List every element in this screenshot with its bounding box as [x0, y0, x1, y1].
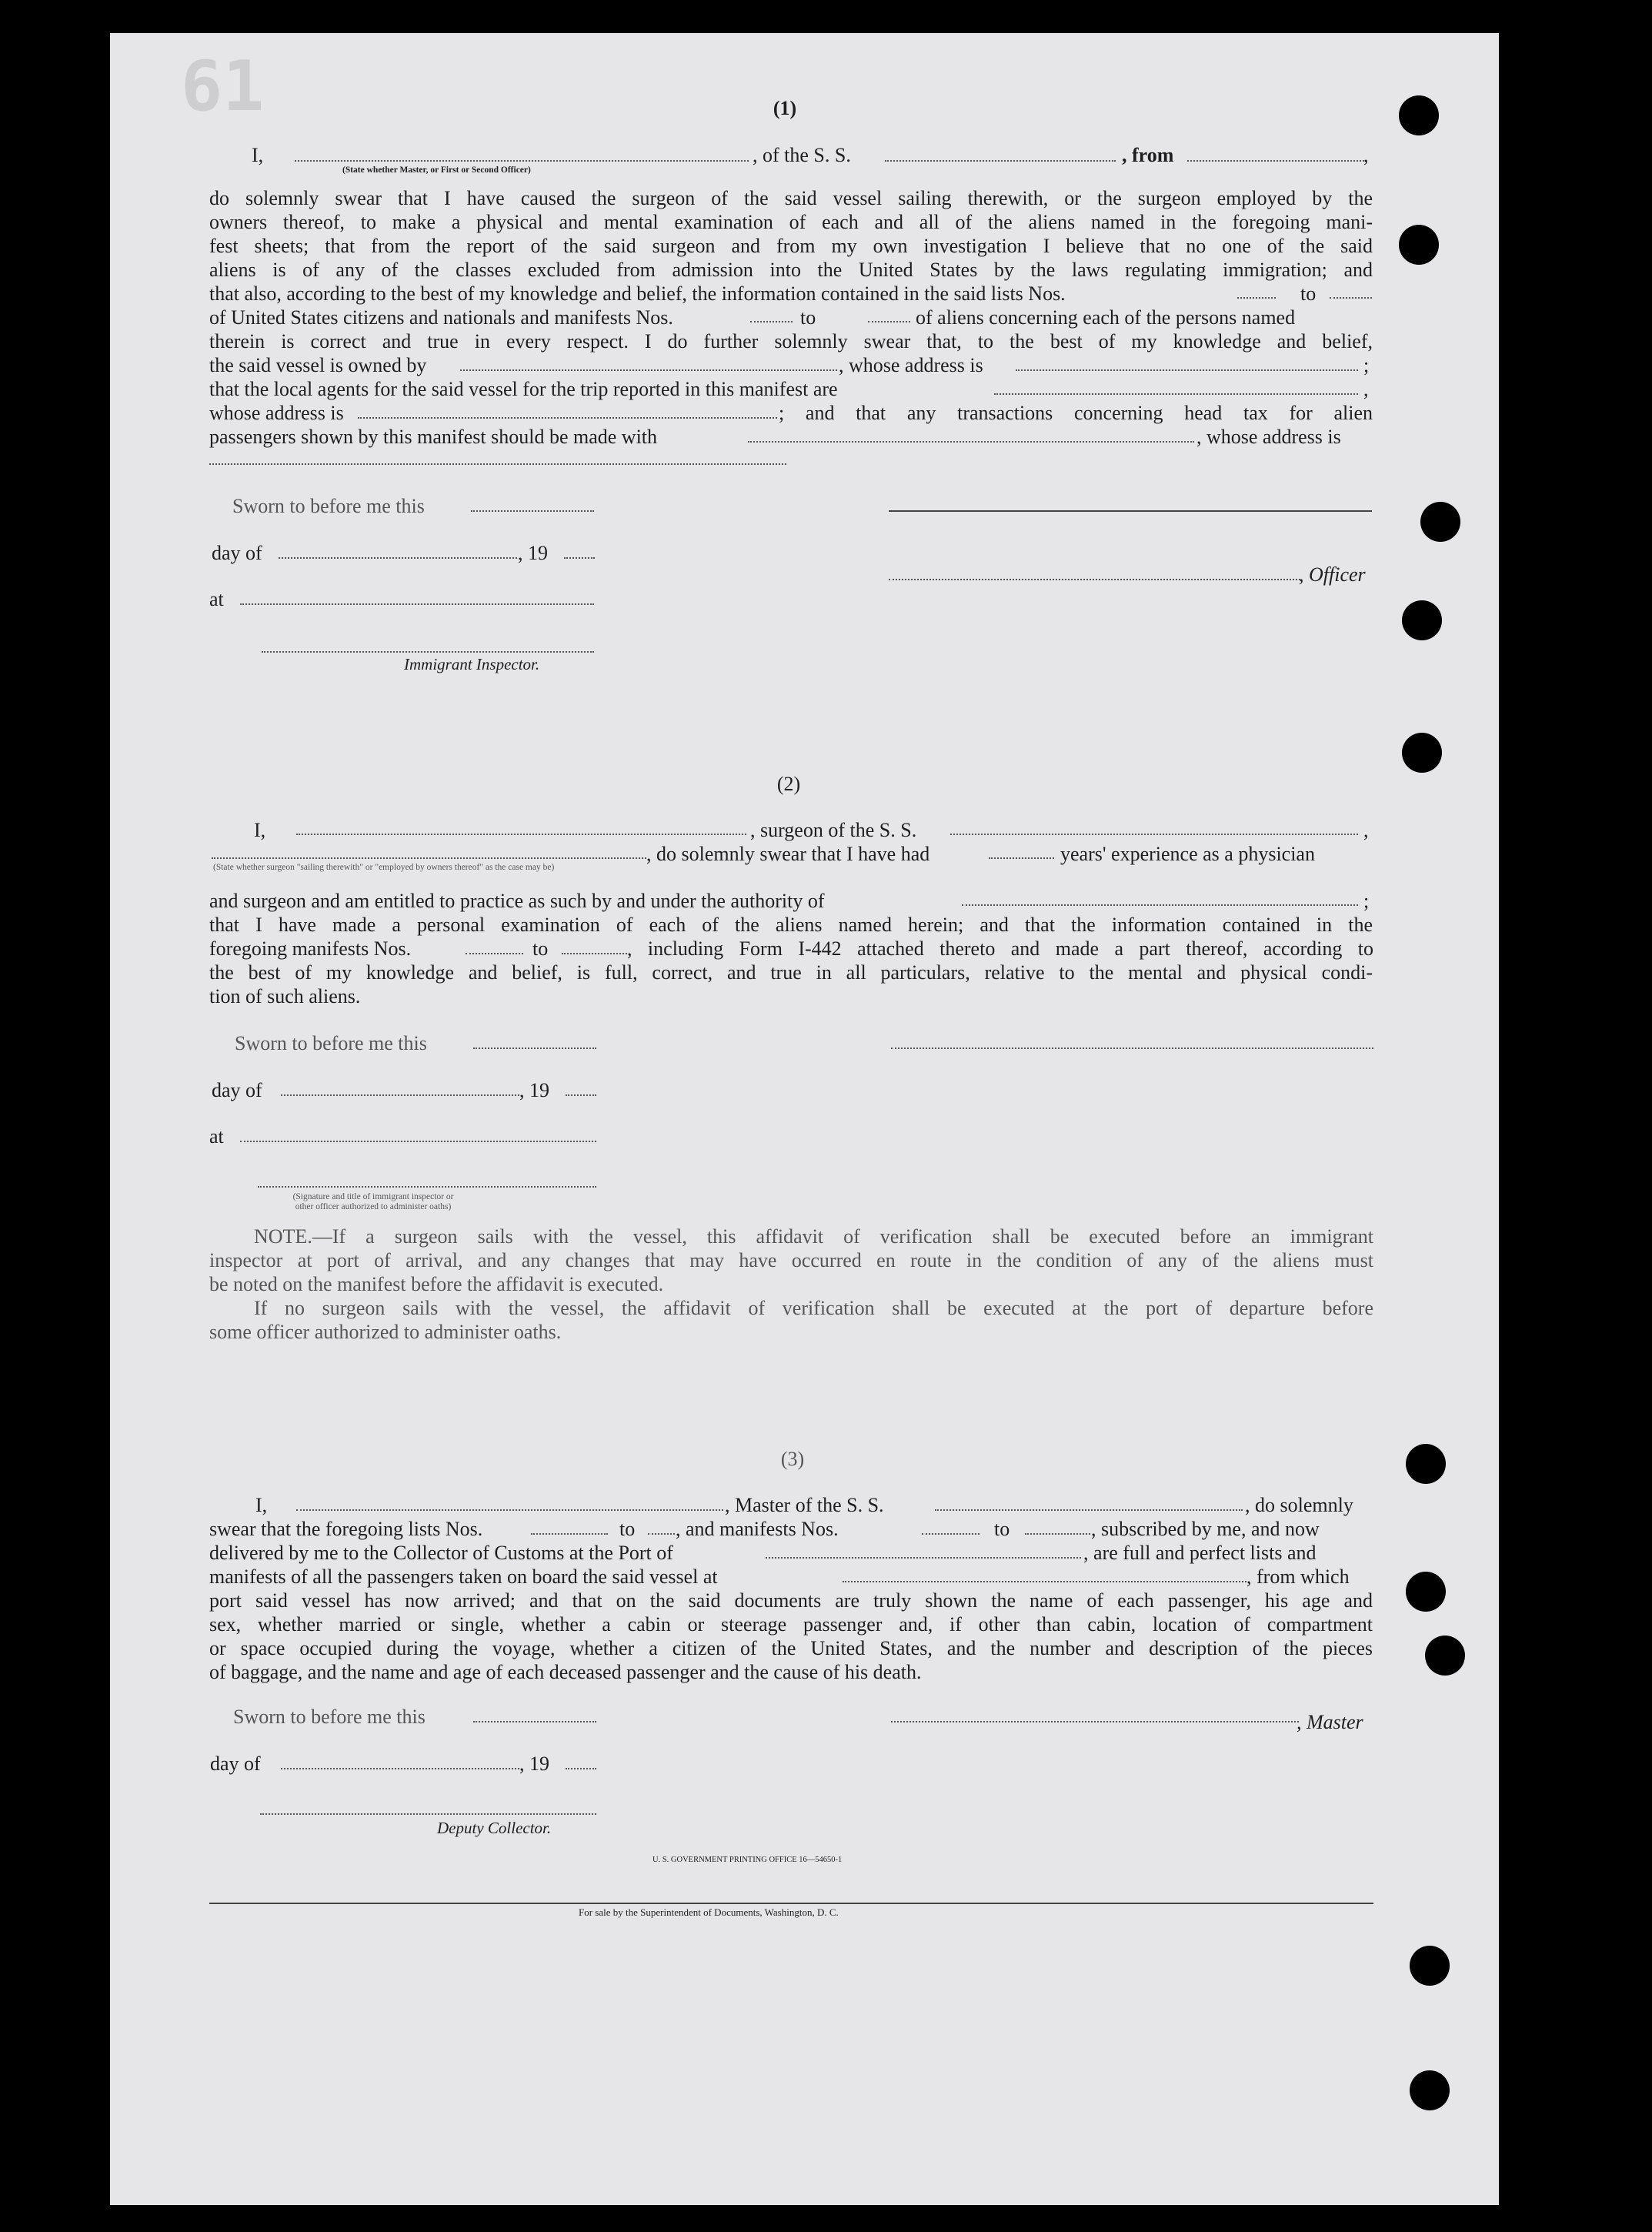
punch-hole — [1420, 502, 1460, 542]
years-field[interactable] — [989, 857, 1054, 859]
delivered-label: delivered by me to the Collector of Customs at the Port of — [209, 1542, 673, 1564]
i-label: I, — [254, 819, 266, 841]
section-3-heading: (3) — [780, 1448, 805, 1470]
manifests-to-field[interactable] — [1025, 1533, 1090, 1535]
master-of-ss-label: , Master of the S. S. — [725, 1494, 884, 1516]
punch-hole — [1410, 2070, 1450, 2110]
year-field[interactable] — [566, 1094, 596, 1096]
from-port-field[interactable] — [1187, 160, 1364, 162]
boarding-port-field[interactable] — [843, 1581, 1247, 1582]
of-ss-label: , of the S. S. — [753, 144, 851, 166]
foregoing-from-field[interactable] — [466, 953, 523, 954]
at-label: at — [209, 588, 224, 610]
sworn-label: Sworn to before me this — [233, 1706, 426, 1728]
to-label: to — [1300, 282, 1317, 305]
deputy-signature-line[interactable] — [260, 1813, 596, 1815]
punch-hole — [1410, 1946, 1450, 1986]
head-tax-contact-field[interactable] — [748, 441, 1194, 443]
bleed-through-mark: 61 — [181, 46, 265, 127]
officer-signature-line-1[interactable] — [889, 510, 1372, 512]
note-line: be noted on the manifest before the affidavit is executed. — [209, 1273, 664, 1295]
year-field[interactable] — [564, 557, 595, 559]
sworn-day-field[interactable] — [473, 1721, 596, 1722]
surgeon-name-field[interactable] — [296, 834, 746, 835]
oath-officer-signature-line[interactable] — [258, 1186, 596, 1188]
foregoing-label: foregoing manifests Nos. — [209, 937, 412, 960]
section-1-heading: (1) — [773, 97, 797, 119]
head-tax-address-field[interactable] — [209, 463, 786, 465]
section-3-line: or space occupied during the voyage, whether a citizen of the United States, and the number and description of the pieces — [209, 1637, 1373, 1659]
swear-label: swear that the foregoing lists Nos. — [209, 1518, 483, 1540]
master-signature-line[interactable] — [891, 1721, 1299, 1722]
punch-hole — [1406, 1444, 1446, 1484]
whose-address-label: , whose address is — [839, 354, 983, 376]
manifests-from-field[interactable] — [922, 1533, 980, 1535]
day-of-label: day of — [212, 1079, 262, 1101]
section-1-line: aliens is of any of the classes excluded from admission into the United States by the laws regulating immigration; and — [209, 259, 1373, 281]
section-1-line: of United States citizens and nationals and manifests Nos. — [209, 306, 673, 329]
note-line: NOTE.—If a surgeon sails with the vessel, this affidavit of verification shall be executed before an immigrant — [254, 1225, 1373, 1248]
from-label: , from — [1122, 144, 1174, 166]
years-label: years' experience as a physician — [1060, 843, 1315, 865]
master-name-field[interactable] — [296, 1509, 723, 1511]
manifests-all-label: manifests of all the passengers taken on board the said vessel at — [209, 1565, 718, 1588]
signature-hint: other officer authorized to administer oaths) — [295, 1202, 452, 1211]
surgeon-status-hint: (State whether surgeon "sailing therewith" or "employed by owners thereof" as the case may be) — [213, 863, 555, 872]
officer-signature-line-2[interactable] — [889, 579, 1300, 580]
printer-imprint: U. S. GOVERNMENT PRINTING OFFICE 16—54650-1 — [652, 1856, 843, 1864]
whose-address-end-label: , whose address is — [1196, 426, 1341, 448]
and-manifests-label: , and manifests Nos. — [676, 1518, 839, 1540]
passengers-label: passengers shown by this manifest should be made with — [209, 426, 658, 448]
aliens-concerning-text: of aliens concerning each of the persons named — [916, 306, 1296, 329]
section-3-line: sex, whether married or single, whether a cabin or steerage passenger and, if other than cabin, location of compartment — [209, 1613, 1373, 1636]
section-1-line: do solemnly swear that I have caused the surgeon of the said vessel sailing therewith, or the surgeon employed by the — [209, 187, 1373, 209]
citizen-lists-from-field[interactable] — [1237, 297, 1276, 299]
punch-hole — [1425, 1636, 1465, 1676]
surgeon-signature-line[interactable] — [891, 1048, 1373, 1049]
at-place-field[interactable] — [240, 603, 594, 605]
semicolon: ; — [1363, 890, 1370, 912]
comma: , — [1363, 378, 1369, 400]
surgeon-status-field[interactable] — [212, 857, 646, 859]
sworn-label: Sworn to before me this — [232, 495, 425, 517]
port-field[interactable] — [766, 1557, 1081, 1559]
section-1-line: that also, according to the best of my knowledge and belief, the information contained in the said lists Nos. — [209, 282, 1066, 305]
owner-field[interactable] — [460, 369, 837, 371]
year-label: , 19 — [519, 1753, 549, 1775]
day-of-label: day of — [210, 1753, 261, 1775]
to-label: to — [532, 937, 549, 960]
lists-from-field[interactable] — [531, 1533, 608, 1535]
note-line: some officer authorized to administer oaths. — [209, 1321, 562, 1343]
from-which-label: , from which — [1247, 1565, 1350, 1588]
master-label: , Master — [1297, 1711, 1363, 1733]
punch-hole — [1406, 1572, 1446, 1612]
to-label: to — [800, 306, 816, 329]
footer-rule — [209, 1903, 1373, 1904]
authority-field[interactable] — [962, 904, 1358, 906]
solemnly-label: , do solemnly swear that I have had — [646, 843, 930, 865]
i-label: I, — [255, 1494, 268, 1516]
manifests-to-field[interactable] — [868, 321, 910, 322]
section-1-line: owners thereof, to make a physical and mental examination of each and all of the aliens named in the foregoing mani- — [209, 211, 1373, 233]
authority-label: and surgeon and am entitled to practice as such by and under the authority of — [209, 890, 825, 912]
officer-rank-hint: (State whether Master, or First or Second Officer) — [342, 165, 531, 175]
to-label: to — [619, 1518, 636, 1540]
local-agents-field[interactable] — [994, 393, 1358, 395]
deputy-label: Deputy Collector. — [437, 1819, 552, 1837]
section-2-line: the best of my knowledge and belief, is full, correct, and true in all particulars, relative to the mental and physical condi- — [209, 961, 1373, 984]
agents-address-label: whose address is — [209, 402, 344, 424]
subscribed-label: , subscribed by me, and now — [1091, 1518, 1320, 1540]
surgeon-of-ss-label: , surgeon of the S. S. — [750, 819, 917, 841]
sworn-label: Sworn to before me this — [235, 1032, 427, 1054]
officer-name-field[interactable] — [295, 160, 749, 162]
section-2-heading: (2) — [776, 773, 801, 795]
section-1-line: therein is correct and true in every respect. I do further solemnly swear that, to the best of my knowledge and belief, — [209, 330, 1373, 353]
year-field[interactable] — [566, 1768, 596, 1769]
sale-notice: For sale by the Superintendent of Documents, Washington, D. C. — [579, 1906, 839, 1918]
section-2-line: tion of such aliens. — [209, 985, 361, 1007]
at-place-field[interactable] — [240, 1141, 596, 1142]
citizen-lists-to-field[interactable] — [1330, 297, 1372, 299]
month-field[interactable] — [279, 557, 517, 559]
note-line: If no surgeon sails with the vessel, the affidavit of verification shall be executed at the port of departure before — [254, 1297, 1373, 1319]
vessel-name-field[interactable] — [885, 160, 1116, 162]
year-label: , 19 — [518, 542, 548, 564]
sworn-day-field[interactable] — [473, 1048, 596, 1049]
foregoing-to-field[interactable] — [562, 953, 627, 954]
do-solemnly-label: , do solemnly — [1245, 1494, 1353, 1516]
punch-hole — [1402, 600, 1442, 640]
local-agents-label: that the local agents for the said vessel for the trip reported in this manifest are — [209, 378, 838, 400]
head-tax-text: ; and that any transactions concerning head tax for alien — [779, 402, 1373, 424]
agents-address-field[interactable] — [358, 417, 777, 419]
sworn-day-field[interactable] — [471, 510, 594, 512]
semicolon: ; — [1363, 354, 1370, 376]
day-of-label: day of — [212, 542, 262, 564]
at-label: at — [209, 1125, 224, 1148]
punch-hole — [1399, 95, 1439, 135]
month-field[interactable] — [281, 1094, 519, 1096]
lists-to-field[interactable] — [648, 1533, 675, 1535]
month-field[interactable] — [281, 1768, 519, 1769]
including-text: , including Form I-442 attached thereto and made a part thereof, according to — [627, 937, 1373, 960]
section-3-line: port said vessel has now arrived; and that on the said documents are truly shown the name of each passenger, his age and — [209, 1589, 1373, 1612]
comma: , — [1363, 144, 1369, 166]
section-2-line: that I have made a personal examination of each of the aliens named herein; and that the information contained in the — [209, 914, 1373, 936]
owned-by-label: the said vessel is owned by — [209, 354, 427, 376]
section-1-line: fest sheets; that from the report of the said surgeon and from my own investigation I believe that no one of the said — [209, 235, 1373, 257]
owner-address-field[interactable] — [1016, 369, 1358, 371]
i-label: I, — [252, 144, 264, 166]
vessel-name-field[interactable] — [935, 1509, 1243, 1511]
section-3-line: of baggage, and the name and age of each deceased passenger and the cause of his death. — [209, 1661, 922, 1683]
officer-label: , Officer — [1299, 563, 1366, 586]
vessel-name-field[interactable] — [950, 834, 1358, 835]
note-line: inspector at port of arrival, and any changes that may have occurred en route in the condition of any of the aliens must — [209, 1249, 1373, 1271]
year-label: , 19 — [519, 1079, 549, 1101]
manifests-from-field[interactable] — [750, 321, 793, 322]
to-label: to — [994, 1518, 1010, 1540]
inspector-label: Immigrant Inspector. — [404, 655, 540, 673]
signature-hint: (Signature and title of immigrant inspector or — [292, 1192, 454, 1201]
punch-hole — [1399, 225, 1439, 265]
punch-hole — [1402, 733, 1442, 773]
comma: , — [1363, 819, 1369, 841]
full-perfect-label: , are full and perfect lists and — [1083, 1542, 1317, 1564]
